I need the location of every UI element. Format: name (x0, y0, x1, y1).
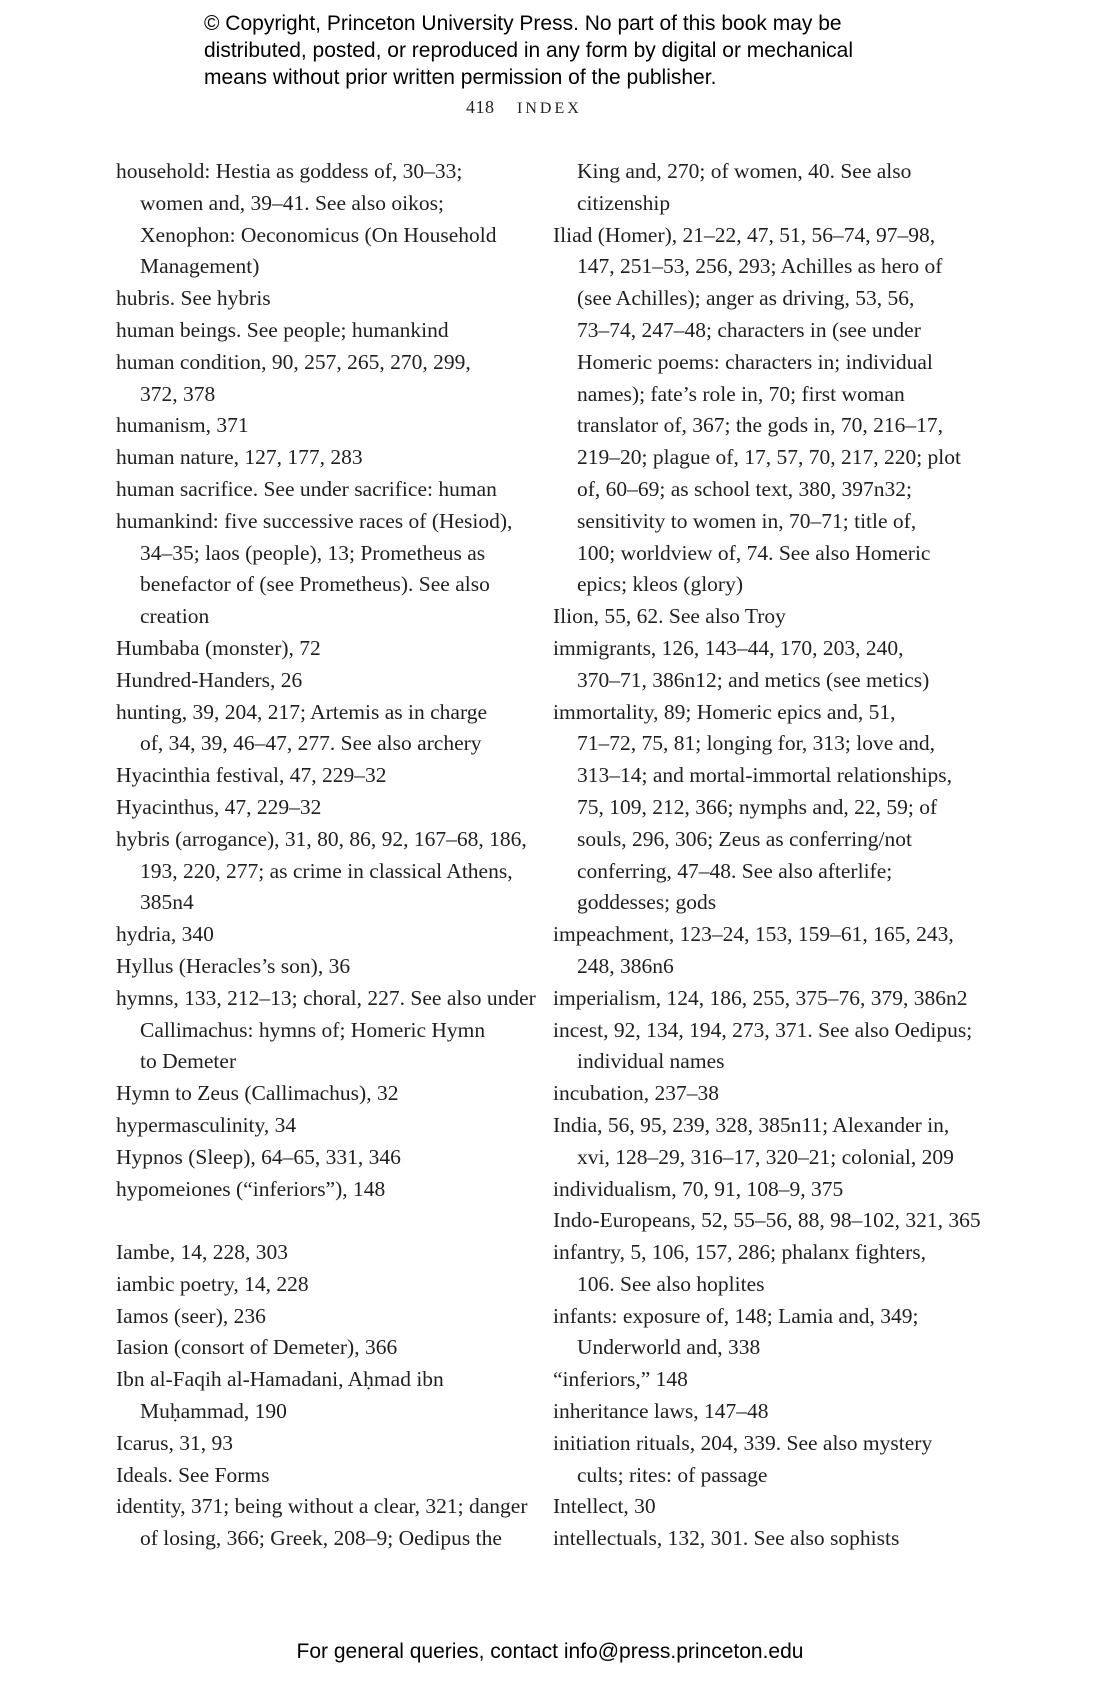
index-entry-continuation: 219–20; plague of, 17, 57, 70, 217, 220; plot (577, 445, 961, 470)
index-entry-continuation: goddesses; gods (577, 890, 717, 915)
index-entry: Icarus, 31, 93 (116, 1430, 234, 1455)
index-entry: Humbaba (monster), 72 (116, 635, 321, 660)
index-entry: hunting, 39, 204, 217; Artemis as in charge (116, 699, 488, 724)
index-entry-continuation: 370–71, 386n12; and metics (see metics) (577, 667, 930, 692)
index-entry-continuation: epics; kleos (glory) (577, 572, 743, 597)
index-entry: Indo-Europeans, 52, 55–56, 88, 98–102, 321, 365 (553, 1208, 981, 1233)
index-entry-continuation: sensitivity to women in, 70–71; title of, (577, 508, 917, 533)
copyright-notice (204, 10, 964, 91)
index-entry-continuation: 71–72, 75, 81; longing for, 313; love and, (577, 731, 936, 756)
index-entry: incubation, 237–38 (553, 1081, 720, 1106)
index-entry: iambic poetry, 14, 228 (116, 1271, 309, 1296)
index-column-right (553, 156, 981, 1555)
index-entry-continuation: 73–74, 247–48; characters in (see under (577, 317, 921, 342)
index-entry: India, 56, 95, 239, 328, 385n11; Alexander in, (553, 1112, 950, 1137)
index-entry: intellectuals, 132, 301. See also sophists (553, 1526, 900, 1551)
index-entry-continuation: 372, 378 (140, 381, 216, 406)
index-entry: individualism, 70, 91, 108–9, 375 (553, 1176, 844, 1201)
index-entry-continuation: citizenship (577, 190, 671, 215)
index-entry: Ilion, 55, 62. See also Troy (553, 604, 786, 629)
index-entry: Iasion (consort of Demeter), 366 (116, 1335, 398, 1360)
index-entry: infants: exposure of, 148; Lamia and, 349; (553, 1303, 919, 1328)
index-entry-continuation: souls, 296, 306; Zeus as conferring/not (577, 826, 912, 851)
copyright-line: means without prior written permission of the publisher. (204, 66, 717, 89)
index-entry-continuation: of, 60–69; as school text, 380, 397n32; (577, 476, 913, 501)
index-entry: human sacrifice. See under sacrifice: human (116, 476, 497, 501)
index-entry: Hymn to Zeus (Callimachus), 32 (116, 1081, 399, 1106)
index-letter-break (116, 1205, 536, 1237)
index-entry: incest, 92, 134, 194, 273, 371. See also Oedipus; (553, 1017, 973, 1042)
index-entry: Iliad (Homer), 21–22, 47, 51, 56–74, 97–98, (553, 222, 936, 247)
index-entry-continuation: of losing, 366; Greek, 208–9; Oedipus the (140, 1526, 502, 1551)
index-entry: hypomeiones (“inferiors”), 148 (116, 1176, 386, 1201)
index-entry: infantry, 5, 106, 157, 286; phalanx fighters, (553, 1240, 926, 1265)
index-entry-continuation: 100; worldview of, 74. See also Homeric (577, 540, 931, 565)
index-entry: Intellect, 30 (553, 1494, 656, 1519)
index-entry: hubris. See hybris (116, 286, 271, 311)
index-entry: identity, 371; being without a clear, 321; danger (116, 1494, 528, 1519)
index-entry: “inferiors,” 148 (553, 1367, 688, 1392)
index-entry-continuation: (see Achilles); anger as driving, 53, 56, (577, 286, 915, 311)
index-entry: hypermasculinity, 34 (116, 1112, 297, 1137)
index-entry-continuation: King and, 270; of women, 40. See also (577, 159, 912, 183)
index-entry: Ideals. See Forms (116, 1462, 270, 1487)
index-entry: hydria, 340 (116, 922, 214, 947)
index-entry-continuation: conferring, 47–48. See also afterlife; (577, 858, 893, 883)
index-entry-continuation: 147, 251–53, 256, 293; Achilles as hero of (577, 254, 943, 279)
index-entry: initiation rituals, 204, 339. See also mystery (553, 1430, 933, 1455)
index-entry-continuation: cults; rites: of passage (577, 1462, 768, 1487)
index-entry: immigrants, 126, 143–44, 170, 203, 240, (553, 635, 904, 660)
index-entry: Iambe, 14, 228, 303 (116, 1240, 288, 1265)
index-entry-continuation: 313–14; and mortal-immortal relationships, (577, 763, 952, 788)
index-entry-continuation: 34–35; laos (people), 13; Prometheus as (140, 540, 486, 565)
index-entry-continuation: Xenophon: Oeconomicus (On Household (140, 222, 497, 247)
index-entry-continuation: translator of, 367; the gods in, 70, 216–17, (577, 413, 944, 438)
index-entry-continuation: 385n4 (140, 890, 194, 915)
index-entry: Hundred-Handers, 26 (116, 667, 303, 692)
index-entry: Hyacinthia festival, 47, 229–32 (116, 763, 387, 788)
index-entry-continuation: 106. See also hoplites (577, 1271, 765, 1296)
index-entry-continuation: of, 34, 39, 46–47, 277. See also archery (140, 731, 482, 756)
running-head (466, 97, 582, 118)
copyright-line: distributed, posted, or reproduced in any form by digital or mechanical (204, 39, 854, 62)
index-entry: Hypnos (Sleep), 64–65, 331, 346 (116, 1144, 401, 1169)
index-entry: Ibn al-Faqih al-Hamadani, Aḥmad ibn (116, 1367, 444, 1392)
page-number: 418 (466, 97, 495, 117)
index-entry-continuation: benefactor of (see Prometheus). See also (140, 572, 490, 597)
footer-contact: For general queries, contact info@press.princeton.edu (296, 1640, 804, 1663)
index-entry: imperialism, 124, 186, 255, 375–76, 379, 386n2 (553, 985, 968, 1010)
index-entry-continuation: 193, 220, 277; as crime in classical Athens, (140, 858, 513, 883)
index-entry: hymns, 133, 212–13; choral, 227. See also under (116, 985, 536, 1010)
index-entry: human nature, 127, 177, 283 (116, 445, 363, 470)
index-entry: humanism, 371 (116, 413, 249, 438)
index-entry-continuation: creation (140, 604, 210, 629)
index-entry: impeachment, 123–24, 153, 159–61, 165, 243, (553, 922, 954, 947)
index-entry: human beings. See people; humankind (116, 317, 449, 342)
index-entry-continuation: Homeric poems: characters in; individual (577, 349, 933, 374)
copyright-line: © Copyright, Princeton University Press. No part of this book may be (204, 12, 842, 35)
index-entry: immortality, 89; Homeric epics and, 51, (553, 699, 896, 724)
index-column-left (116, 156, 536, 1555)
index-entry-continuation: to Demeter (140, 1049, 237, 1074)
index-entry: household: Hestia as goddess of, 30–33; (116, 159, 463, 183)
index-entry-continuation: individual names (577, 1049, 725, 1074)
index-entry-continuation: Management) (140, 254, 260, 279)
index-entry: hybris (arrogance), 31, 80, 86, 92, 167–68, 186, (116, 826, 527, 851)
index-entry: human condition, 90, 257, 265, 270, 299, (116, 349, 471, 374)
index-entry-continuation: 75, 109, 212, 366; nymphs and, 22, 59; of (577, 794, 938, 819)
index-entry-continuation: women and, 39–41. See also oikos; (140, 190, 444, 215)
index-entry-continuation: names); fate’s role in, 70; first woman (577, 381, 905, 406)
index-entry: inheritance laws, 147–48 (553, 1399, 769, 1424)
index-entry-continuation: 248, 386n6 (577, 953, 674, 978)
index-entry: Hyllus (Heracles’s son), 36 (116, 953, 351, 978)
index-entry-continuation: xvi, 128–29, 316–17, 320–21; colonial, 209 (577, 1144, 954, 1169)
index-entry: humankind: five successive races of (Hesiod), (116, 508, 513, 533)
page-title: INDEX (517, 100, 582, 117)
index-entry-continuation: Underworld and, 338 (577, 1335, 761, 1360)
index-entry: Hyacinthus, 47, 229–32 (116, 794, 322, 819)
index-entry: Iamos (seer), 236 (116, 1303, 266, 1328)
index-entry-continuation: Callimachus: hymns of; Homeric Hymn (140, 1017, 486, 1042)
index-entry-continuation: Muḥammad, 190 (140, 1399, 287, 1424)
